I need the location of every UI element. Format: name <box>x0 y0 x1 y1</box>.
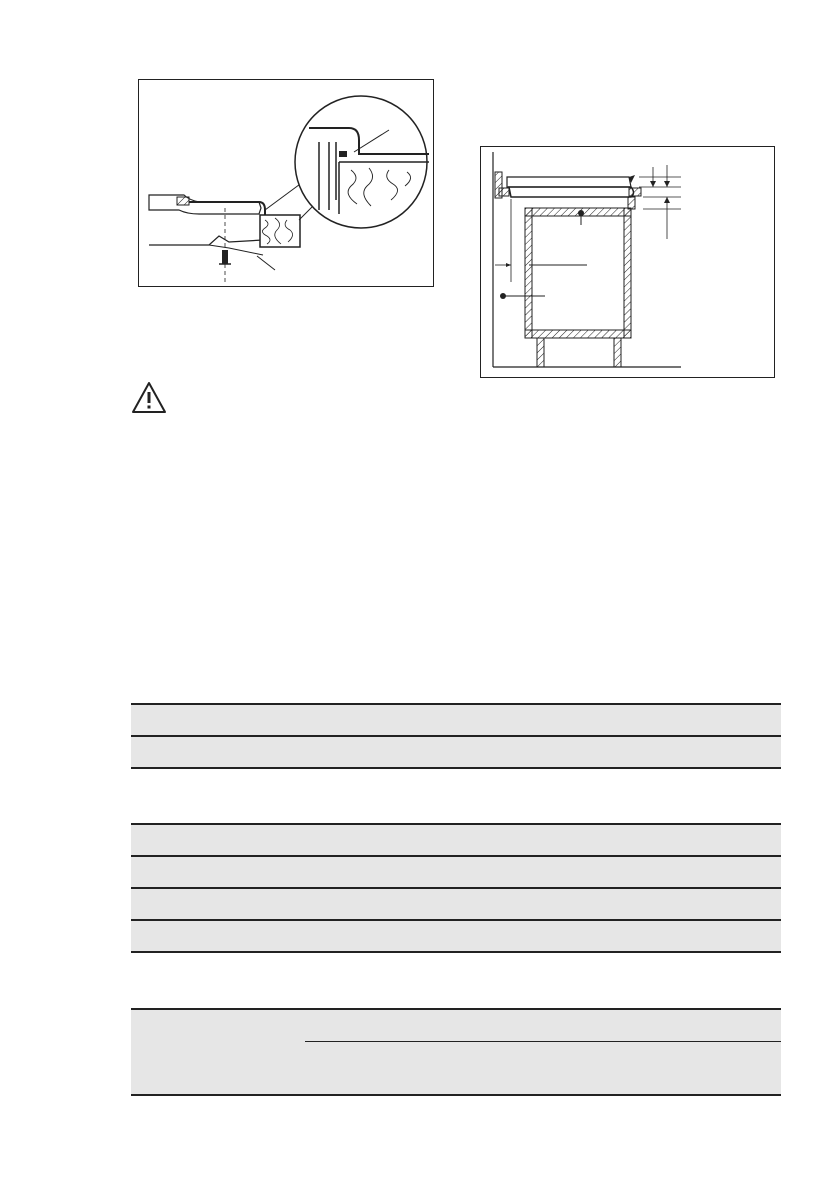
installation-figure-left <box>138 79 434 287</box>
spec-table-3 <box>131 1008 781 1096</box>
table-row <box>131 823 781 857</box>
installation-figure-right <box>480 146 775 378</box>
table-row <box>131 737 781 769</box>
spec-table-1 <box>131 703 781 769</box>
table-row <box>131 889 781 921</box>
cabinet-cross-section <box>481 147 774 377</box>
warning-triangle-icon <box>131 381 167 415</box>
table-row <box>131 857 781 889</box>
table-divider <box>305 1041 781 1042</box>
spec-table-2 <box>131 823 781 953</box>
worktop-seal-drawing <box>139 80 433 286</box>
table-row <box>131 921 781 953</box>
table-row <box>131 703 781 737</box>
